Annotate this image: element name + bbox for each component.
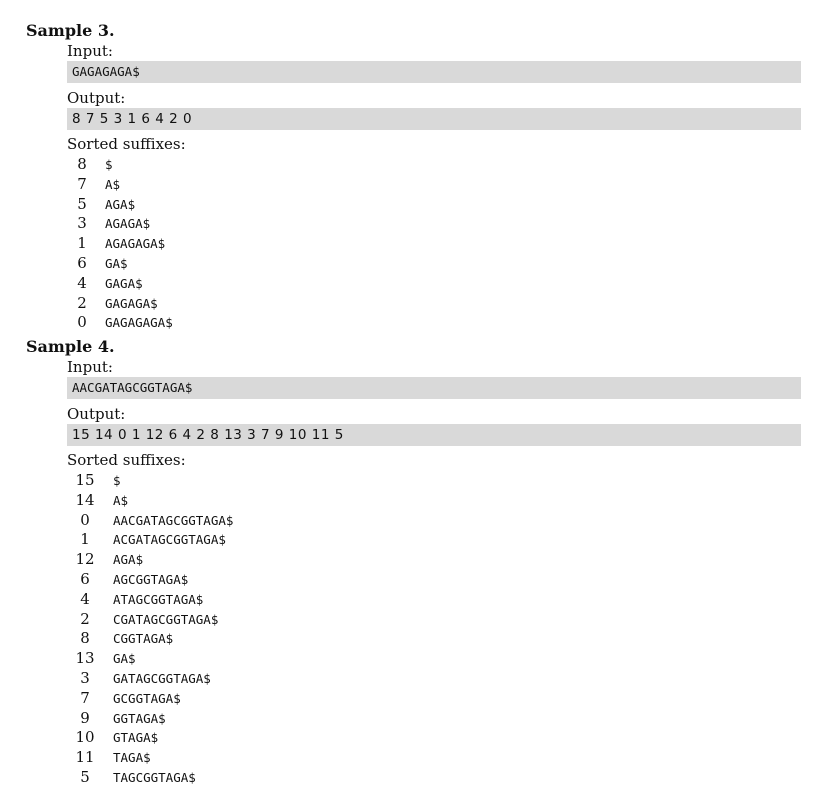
- suffix-row: [67, 530, 233, 550]
- suffix-text: TAGCGGTAGA$: [113, 769, 196, 785]
- suffix-text: A$: [105, 176, 121, 192]
- suffix-row: [67, 550, 233, 570]
- input-label: Input:: [67, 42, 113, 60]
- output-label: Output:: [67, 405, 126, 423]
- suffix-text: A$: [113, 492, 129, 508]
- suffix-row: [67, 294, 173, 314]
- suffix-index: 5: [80, 767, 90, 786]
- suffix-index: 13: [75, 649, 95, 668]
- suffix-text: GTAGA$: [113, 730, 159, 746]
- suffix-index: 9: [80, 708, 90, 727]
- suffix-row: [67, 274, 173, 294]
- suffix-index: 12: [75, 550, 95, 569]
- suffix-text: $: [105, 157, 113, 172]
- suffix-row: [67, 234, 173, 254]
- suffix-text: AGA$: [113, 552, 144, 568]
- suffix-text: AGAGAGA$: [105, 236, 166, 252]
- suffix-index: 0: [77, 313, 87, 332]
- input-box: AACGATAGCGGTAGA$: [67, 377, 801, 399]
- suffix-row: [67, 491, 233, 511]
- suffix-row: [67, 155, 173, 175]
- suffix-index: 3: [80, 668, 90, 687]
- suffix-text: GA$: [105, 255, 128, 271]
- suffix-index: 1: [77, 234, 87, 253]
- suffix-text: GATAGCGGTAGA$: [113, 670, 211, 686]
- suffix-row: [67, 214, 173, 234]
- suffix-index: 5: [77, 194, 87, 213]
- suffix-index: 3: [77, 214, 87, 233]
- suffix-index: 2: [80, 609, 90, 628]
- suffix-index: 7: [77, 174, 87, 193]
- suffix-text: AGCGGTAGA$: [113, 571, 189, 587]
- suffix-index: 2: [77, 293, 87, 312]
- sorted-suffixes-table: [67, 155, 173, 333]
- input-label: Input:: [67, 358, 113, 376]
- suffix-text: AGAGA$: [105, 216, 151, 232]
- suffix-index: 11: [75, 748, 95, 767]
- suffix-row: [67, 728, 233, 748]
- suffix-index: 6: [80, 569, 90, 588]
- suffix-row: [67, 313, 173, 333]
- suffix-row: [67, 709, 233, 729]
- suffix-index: 10: [75, 728, 95, 747]
- suffix-row: [67, 590, 233, 610]
- suffix-row: [67, 629, 233, 649]
- suffix-text: GA$: [113, 651, 136, 667]
- suffix-row: [67, 689, 233, 709]
- suffix-row: [67, 254, 173, 274]
- suffix-row: [67, 768, 233, 788]
- suffix-row: [67, 669, 233, 689]
- output-label: Output:: [67, 89, 126, 107]
- suffix-index: 6: [77, 253, 87, 272]
- suffix-row: [67, 610, 233, 630]
- suffix-text: CGGTAGA$: [113, 631, 174, 647]
- suffix-text: AACGATAGCGGTAGA$: [113, 512, 234, 528]
- suffix-text: GCGGTAGA$: [113, 690, 181, 706]
- suffix-row: [67, 195, 173, 215]
- suffix-index: 1: [80, 530, 90, 549]
- suffix-index: 4: [80, 589, 90, 608]
- suffix-text: GAGA$: [105, 275, 143, 291]
- suffix-row: [67, 511, 233, 531]
- suffix-row: [67, 175, 173, 195]
- sample-title: Sample 3.: [26, 21, 115, 40]
- input-box: GAGAGAGA$: [67, 61, 801, 83]
- suffix-row: [67, 649, 233, 669]
- suffix-index: 0: [80, 510, 90, 529]
- sample-title: Sample 4.: [26, 337, 115, 356]
- suffix-text: $: [113, 473, 121, 488]
- suffix-row: [67, 471, 233, 491]
- suffix-index: 14: [75, 490, 95, 509]
- output-box: 15 14 0 1 12 6 4 2 8 13 3 7 9 10 11 5: [67, 424, 801, 446]
- suffix-index: 8: [77, 155, 87, 173]
- suffix-text: GAGAGA$: [105, 295, 158, 311]
- output-box: 8 7 5 3 1 6 4 2 0: [67, 108, 801, 130]
- suffix-text: AGA$: [105, 196, 136, 212]
- suffix-index: 7: [80, 688, 90, 707]
- suffix-row: [67, 748, 233, 768]
- suffix-text: ATAGCGGTAGA$: [113, 591, 204, 607]
- suffix-text: TAGA$: [113, 750, 151, 766]
- suffix-text: CGATAGCGGTAGA$: [113, 611, 219, 627]
- suffix-index: 8: [80, 629, 90, 648]
- sorted-suffixes-table: [67, 471, 233, 788]
- suffix-index: 4: [77, 273, 87, 292]
- sample-4: [26, 337, 806, 788]
- suffix-text: ACGATAGCGGTAGA$: [113, 532, 226, 548]
- sample-3: [26, 21, 806, 333]
- sorted-suffixes-label: Sorted suffixes:: [67, 451, 186, 469]
- suffix-text: GAGAGAGA$: [105, 315, 173, 331]
- sorted-suffixes-label: Sorted suffixes:: [67, 135, 186, 153]
- suffix-row: [67, 570, 233, 590]
- suffix-index: 15: [75, 471, 95, 489]
- suffix-text: GGTAGA$: [113, 710, 166, 726]
